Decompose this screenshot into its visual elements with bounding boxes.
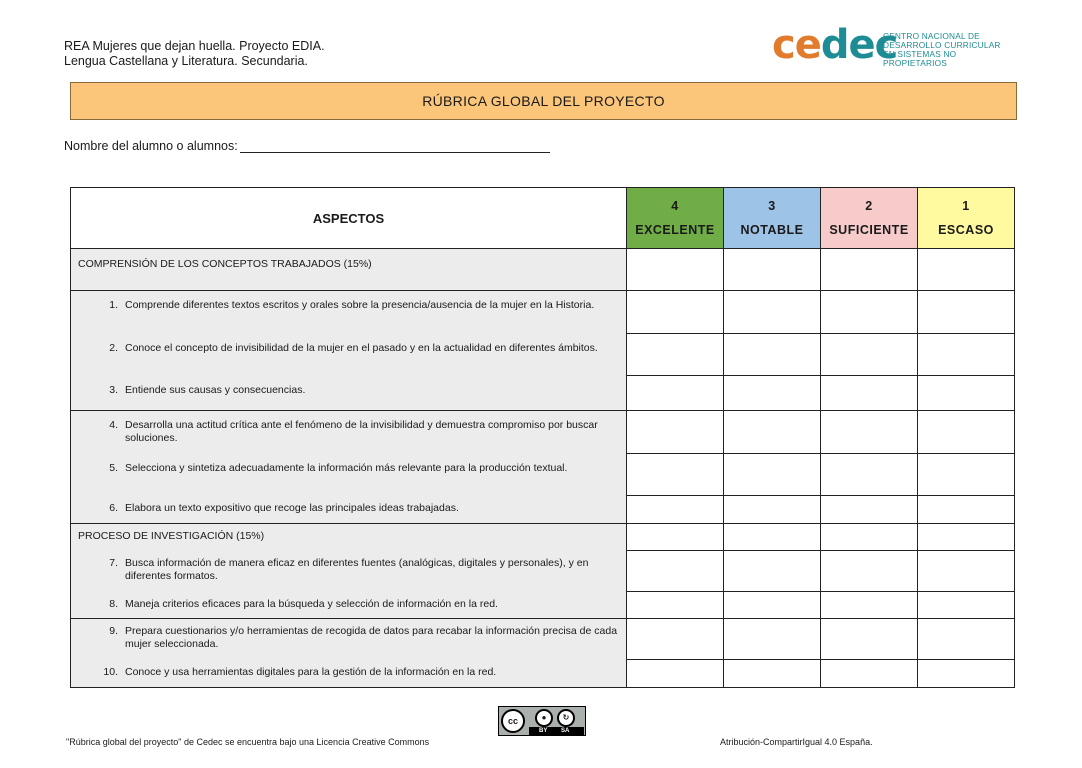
- criterion-cell: 1. Comprende diferentes textos escritos y orales sobre la presencia/ausencia de la mujer en la Historia.: [71, 291, 627, 334]
- score-cell[interactable]: [627, 592, 724, 619]
- score-cell[interactable]: [724, 291, 821, 334]
- score-cell[interactable]: [724, 376, 821, 411]
- score-cell[interactable]: [821, 660, 918, 688]
- criterion-cell: 6. Elabora un texto expositivo que recoge las principales ideas trabajadas.: [71, 496, 627, 524]
- criterion-cell: 7. Busca información de manera eficaz en diferentes fuentes (analógicas, digitales y personales), y en diferentes formatos.: [71, 551, 627, 592]
- page-title: RÚBRICA GLOBAL DEL PROYECTO: [70, 82, 1017, 120]
- score-cell[interactable]: [821, 376, 918, 411]
- score-cell[interactable]: [627, 334, 724, 376]
- score-cell[interactable]: [627, 291, 724, 334]
- score-cell[interactable]: [918, 376, 1015, 411]
- section-title: COMPRENSIÓN DE LOS CONCEPTOS TRABAJADOS (15%): [71, 249, 627, 291]
- criterion-cell: 5. Selecciona y sintetiza adecuadamente la información más relevante para la producción textual.: [71, 454, 627, 496]
- license-text: "Rúbrica global del proyecto" de Cedec se encuentra bajo una Licencia Creative Commons: [66, 737, 430, 747]
- criterion-cell: 2. Conoce el concepto de invisibilidad de la mujer en el pasado y en la actualidad en diferentes ámbitos.: [71, 334, 627, 376]
- score-cell[interactable]: [627, 619, 724, 660]
- table-row: [71, 411, 1015, 454]
- criterion-cell: 3. Entiende sus causas y consecuencias.: [71, 376, 627, 411]
- score-cell[interactable]: [821, 411, 918, 454]
- score-cell[interactable]: [724, 411, 821, 454]
- table-row: [71, 376, 1015, 411]
- score-cell[interactable]: [918, 496, 1015, 524]
- score-cell[interactable]: [627, 496, 724, 524]
- score-cell[interactable]: [724, 454, 821, 496]
- criterion-cell: 9. Prepara cuestionarios y/o herramientas de recogida de datos para recabar la información precisa de cada mujer seleccionada.: [71, 619, 627, 660]
- student-name-field: [64, 139, 550, 153]
- score-cell[interactable]: [627, 551, 724, 592]
- score-cell[interactable]: [918, 619, 1015, 660]
- share-alike-icon: ↻: [557, 709, 575, 727]
- level-header-1: 1 ESCASO: [918, 188, 1015, 249]
- score-cell[interactable]: [918, 551, 1015, 592]
- logo-subtitle: CENTRO NACIONAL DE DESARROLLO CURRICULAR EN SISTEMAS NO PROPIETARIOS: [883, 31, 1001, 68]
- score-cell[interactable]: [918, 411, 1015, 454]
- score-cell[interactable]: [627, 376, 724, 411]
- criterion-cell: 4. Desarrolla una actitud crítica ante el fenómeno de la invisibilidad y demuestra compromiso por buscar soluciones.: [71, 411, 627, 454]
- badge-sa-label: SA: [561, 728, 570, 734]
- cc-icon: cc: [501, 709, 525, 733]
- score-cell[interactable]: [724, 660, 821, 688]
- level-header-4: 4 EXCELENTE: [627, 188, 724, 249]
- score-cell[interactable]: [918, 291, 1015, 334]
- section-title: PROCESO DE INVESTIGACIÓN (15%): [71, 524, 627, 551]
- score-cell[interactable]: [627, 660, 724, 688]
- section-row: [71, 249, 1015, 291]
- score-cell[interactable]: [918, 524, 1015, 551]
- table-row: [71, 619, 1015, 660]
- header-line-2: Lengua Castellana y Literatura. Secundaria.: [64, 54, 308, 68]
- score-cell[interactable]: [724, 524, 821, 551]
- score-cell[interactable]: [821, 249, 918, 291]
- score-cell[interactable]: [918, 249, 1015, 291]
- rubric-table: [70, 187, 1015, 688]
- table-row: [71, 454, 1015, 496]
- level-header-3: 3 NOTABLE: [724, 188, 821, 249]
- header-line-1: REA Mujeres que dejan huella. Proyecto EDIA.: [64, 39, 325, 53]
- score-cell[interactable]: [821, 592, 918, 619]
- criterion-cell: 8. Maneja criterios eficaces para la búsqueda y selección de información en la red.: [71, 592, 627, 619]
- score-cell[interactable]: [821, 524, 918, 551]
- score-cell[interactable]: [724, 334, 821, 376]
- attribution-icon: ●: [535, 709, 553, 727]
- score-cell[interactable]: [724, 592, 821, 619]
- score-cell[interactable]: [821, 334, 918, 376]
- table-row: [71, 551, 1015, 592]
- student-name-blank[interactable]: [240, 139, 550, 153]
- score-cell[interactable]: [821, 454, 918, 496]
- score-cell[interactable]: [724, 249, 821, 291]
- document-header: [64, 39, 325, 69]
- table-row: [71, 592, 1015, 619]
- logo-word: cedec: [772, 22, 898, 68]
- table-row: [71, 496, 1015, 524]
- score-cell[interactable]: [724, 496, 821, 524]
- score-cell[interactable]: [918, 592, 1015, 619]
- cedec-logo: [772, 22, 1012, 70]
- aspects-header: ASPECTOS: [71, 188, 627, 249]
- criterion-cell: 10. Conoce y usa herramientas digitales para la gestión de la información en la red.: [71, 660, 627, 688]
- creative-commons-badge[interactable]: [498, 706, 586, 736]
- score-cell[interactable]: [918, 454, 1015, 496]
- score-cell[interactable]: [918, 660, 1015, 688]
- score-cell[interactable]: [724, 551, 821, 592]
- table-row: [71, 660, 1015, 688]
- section-row: [71, 524, 1015, 551]
- badge-by-label: BY: [539, 728, 548, 734]
- score-cell[interactable]: [918, 334, 1015, 376]
- score-cell[interactable]: [627, 411, 724, 454]
- score-cell[interactable]: [821, 551, 918, 592]
- score-cell[interactable]: [627, 524, 724, 551]
- rubric-header-row: [71, 188, 1015, 249]
- score-cell[interactable]: [627, 249, 724, 291]
- license-name[interactable]: Atribución-CompartirIgual 4.0 España.: [720, 737, 873, 747]
- table-row: [71, 334, 1015, 376]
- score-cell[interactable]: [821, 619, 918, 660]
- level-header-2: 2 SUFICIENTE: [821, 188, 918, 249]
- table-row: [71, 291, 1015, 334]
- score-cell[interactable]: [724, 619, 821, 660]
- score-cell[interactable]: [821, 496, 918, 524]
- score-cell[interactable]: [627, 454, 724, 496]
- student-name-label: Nombre del alumno o alumnos:: [64, 139, 238, 153]
- score-cell[interactable]: [821, 291, 918, 334]
